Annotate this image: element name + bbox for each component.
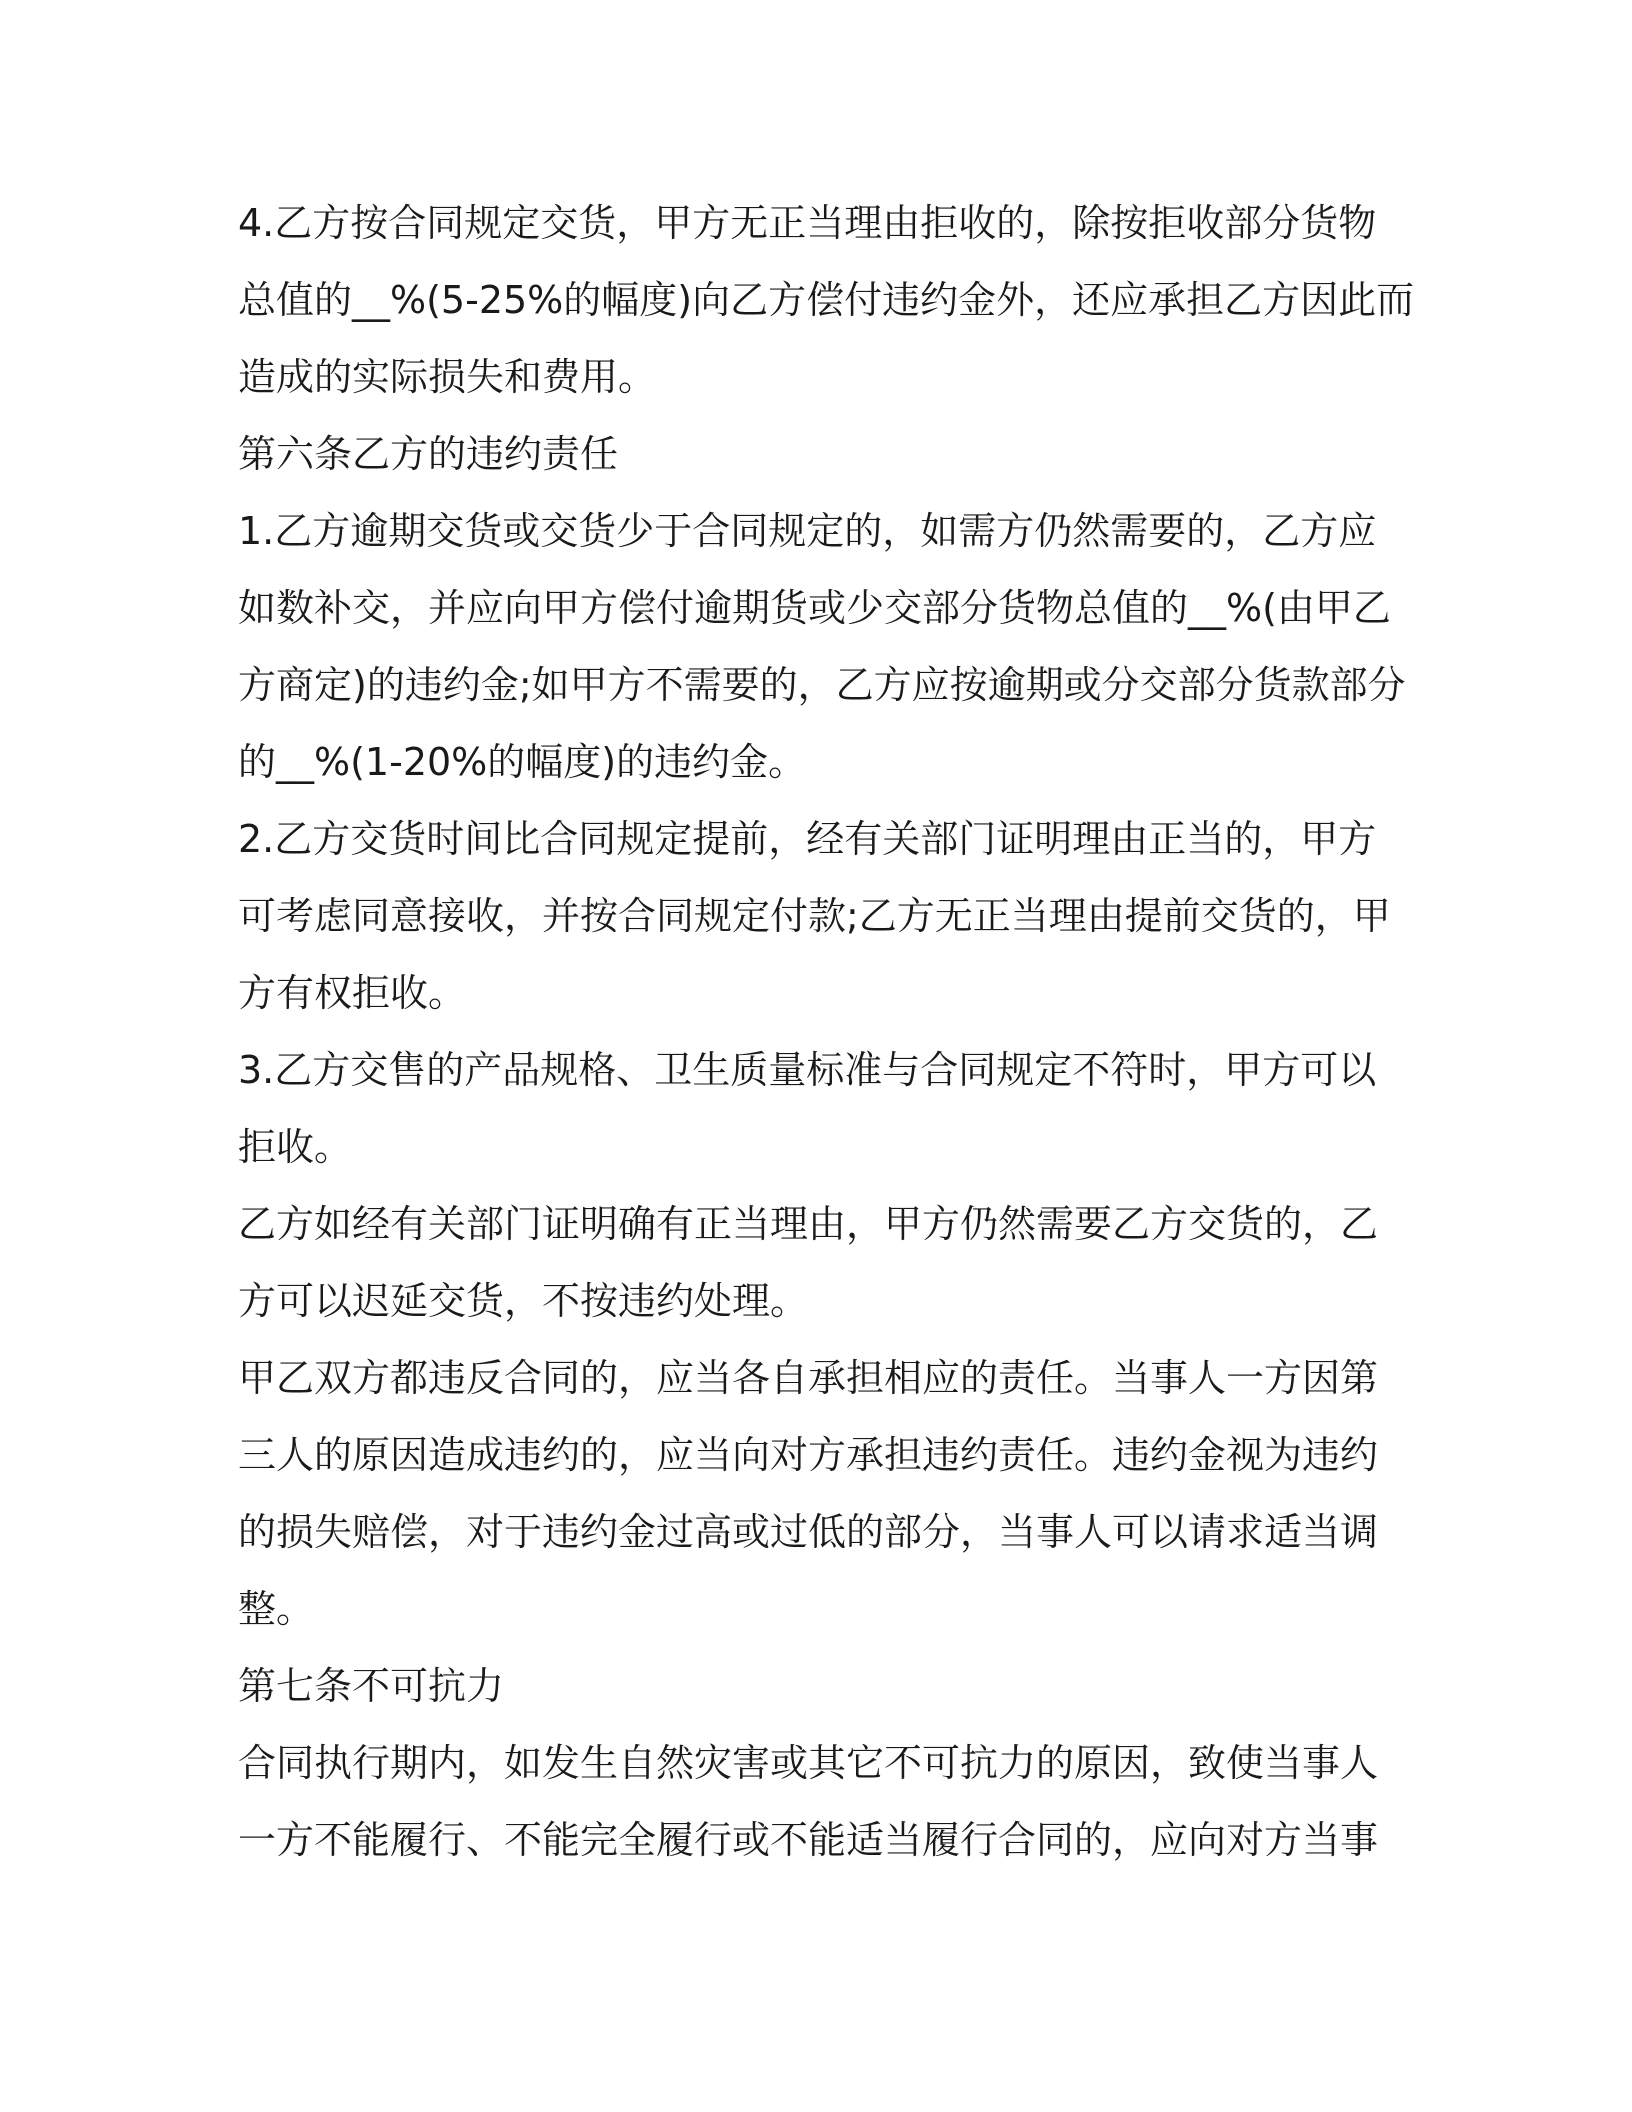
document-page [238, 185, 1415, 1879]
text-line: 拒收。 [238, 1125, 353, 1169]
text-line: 3.乙方交售的产品规格、卫生质量标准与合同规定不符时，甲方可以 [238, 1048, 1377, 1092]
paragraph-clause-4-buyer-rejection [238, 185, 1415, 416]
paragraph-clause-3-nonconforming [238, 1032, 1398, 1186]
paragraph-clause-2-early-delivery [238, 801, 1398, 1032]
text-line: 方可以迟延交货，不按违约处理。 [238, 1279, 809, 1323]
paragraph-mutual-breach [238, 1340, 1398, 1648]
text-line: 方商定)的违约金;如甲方不需要的，乙方应按逾期或分交部分货款部分 [238, 663, 1406, 707]
text-line: 甲乙双方都违反合同的，应当各自承担相应的责任。当事人一方因第 [238, 1356, 1379, 1400]
text-line: 造成的实际损失和费用。 [238, 355, 657, 399]
text-line: 三人的原因造成违约的，应当向对方承担违约责任。违约金视为违约 [238, 1433, 1379, 1477]
text-line: 一方不能履行、不能完全履行或不能适当履行合同的，应向对方当事 [238, 1818, 1379, 1862]
paragraph-clause-1-late-delivery [238, 493, 1406, 801]
text-line: 乙方如经有关部门证明确有正当理由，甲方仍然需要乙方交货的，乙 [238, 1202, 1379, 1246]
text-line: 的__%(1-20%的幅度)的违约金。 [238, 740, 807, 784]
heading-line: 第六条乙方的违约责任 [238, 432, 619, 476]
text-line: 合同执行期内，如发生自然灾害或其它不可抗力的原因，致使当事人 [238, 1741, 1379, 1785]
text-line: 总值的__%(5-25%的幅度)向乙方偿付违约金外，还应承担乙方因此而 [238, 278, 1415, 322]
text-line: 如数补交，并应向甲方偿付逾期货或少交部分货物总值的__%(由甲乙 [238, 586, 1391, 630]
text-line: 方有权拒收。 [238, 971, 467, 1015]
text-line: 整。 [238, 1587, 315, 1631]
paragraph-justified-delay [238, 1186, 1398, 1340]
section-heading-article-6 [238, 416, 1398, 493]
paragraph-force-majeure [238, 1725, 1398, 1879]
heading-line: 第七条不可抗力 [238, 1664, 505, 1708]
section-heading-article-7 [238, 1648, 1398, 1725]
text-line: 2.乙方交货时间比合同规定提前，经有关部门证明理由正当的，甲方 [238, 817, 1377, 861]
text-line: 的损失赔偿，对于违约金过高或过低的部分，当事人可以请求适当调 [238, 1510, 1379, 1554]
text-line: 可考虑同意接收，并按合同规定付款;乙方无正当理由提前交货的，甲 [238, 894, 1391, 938]
text-line: 4.乙方按合同规定交货，甲方无正当理由拒收的，除按拒收部分货物 [238, 201, 1377, 245]
text-line: 1.乙方逾期交货或交货少于合同规定的，如需方仍然需要的，乙方应 [238, 509, 1377, 553]
